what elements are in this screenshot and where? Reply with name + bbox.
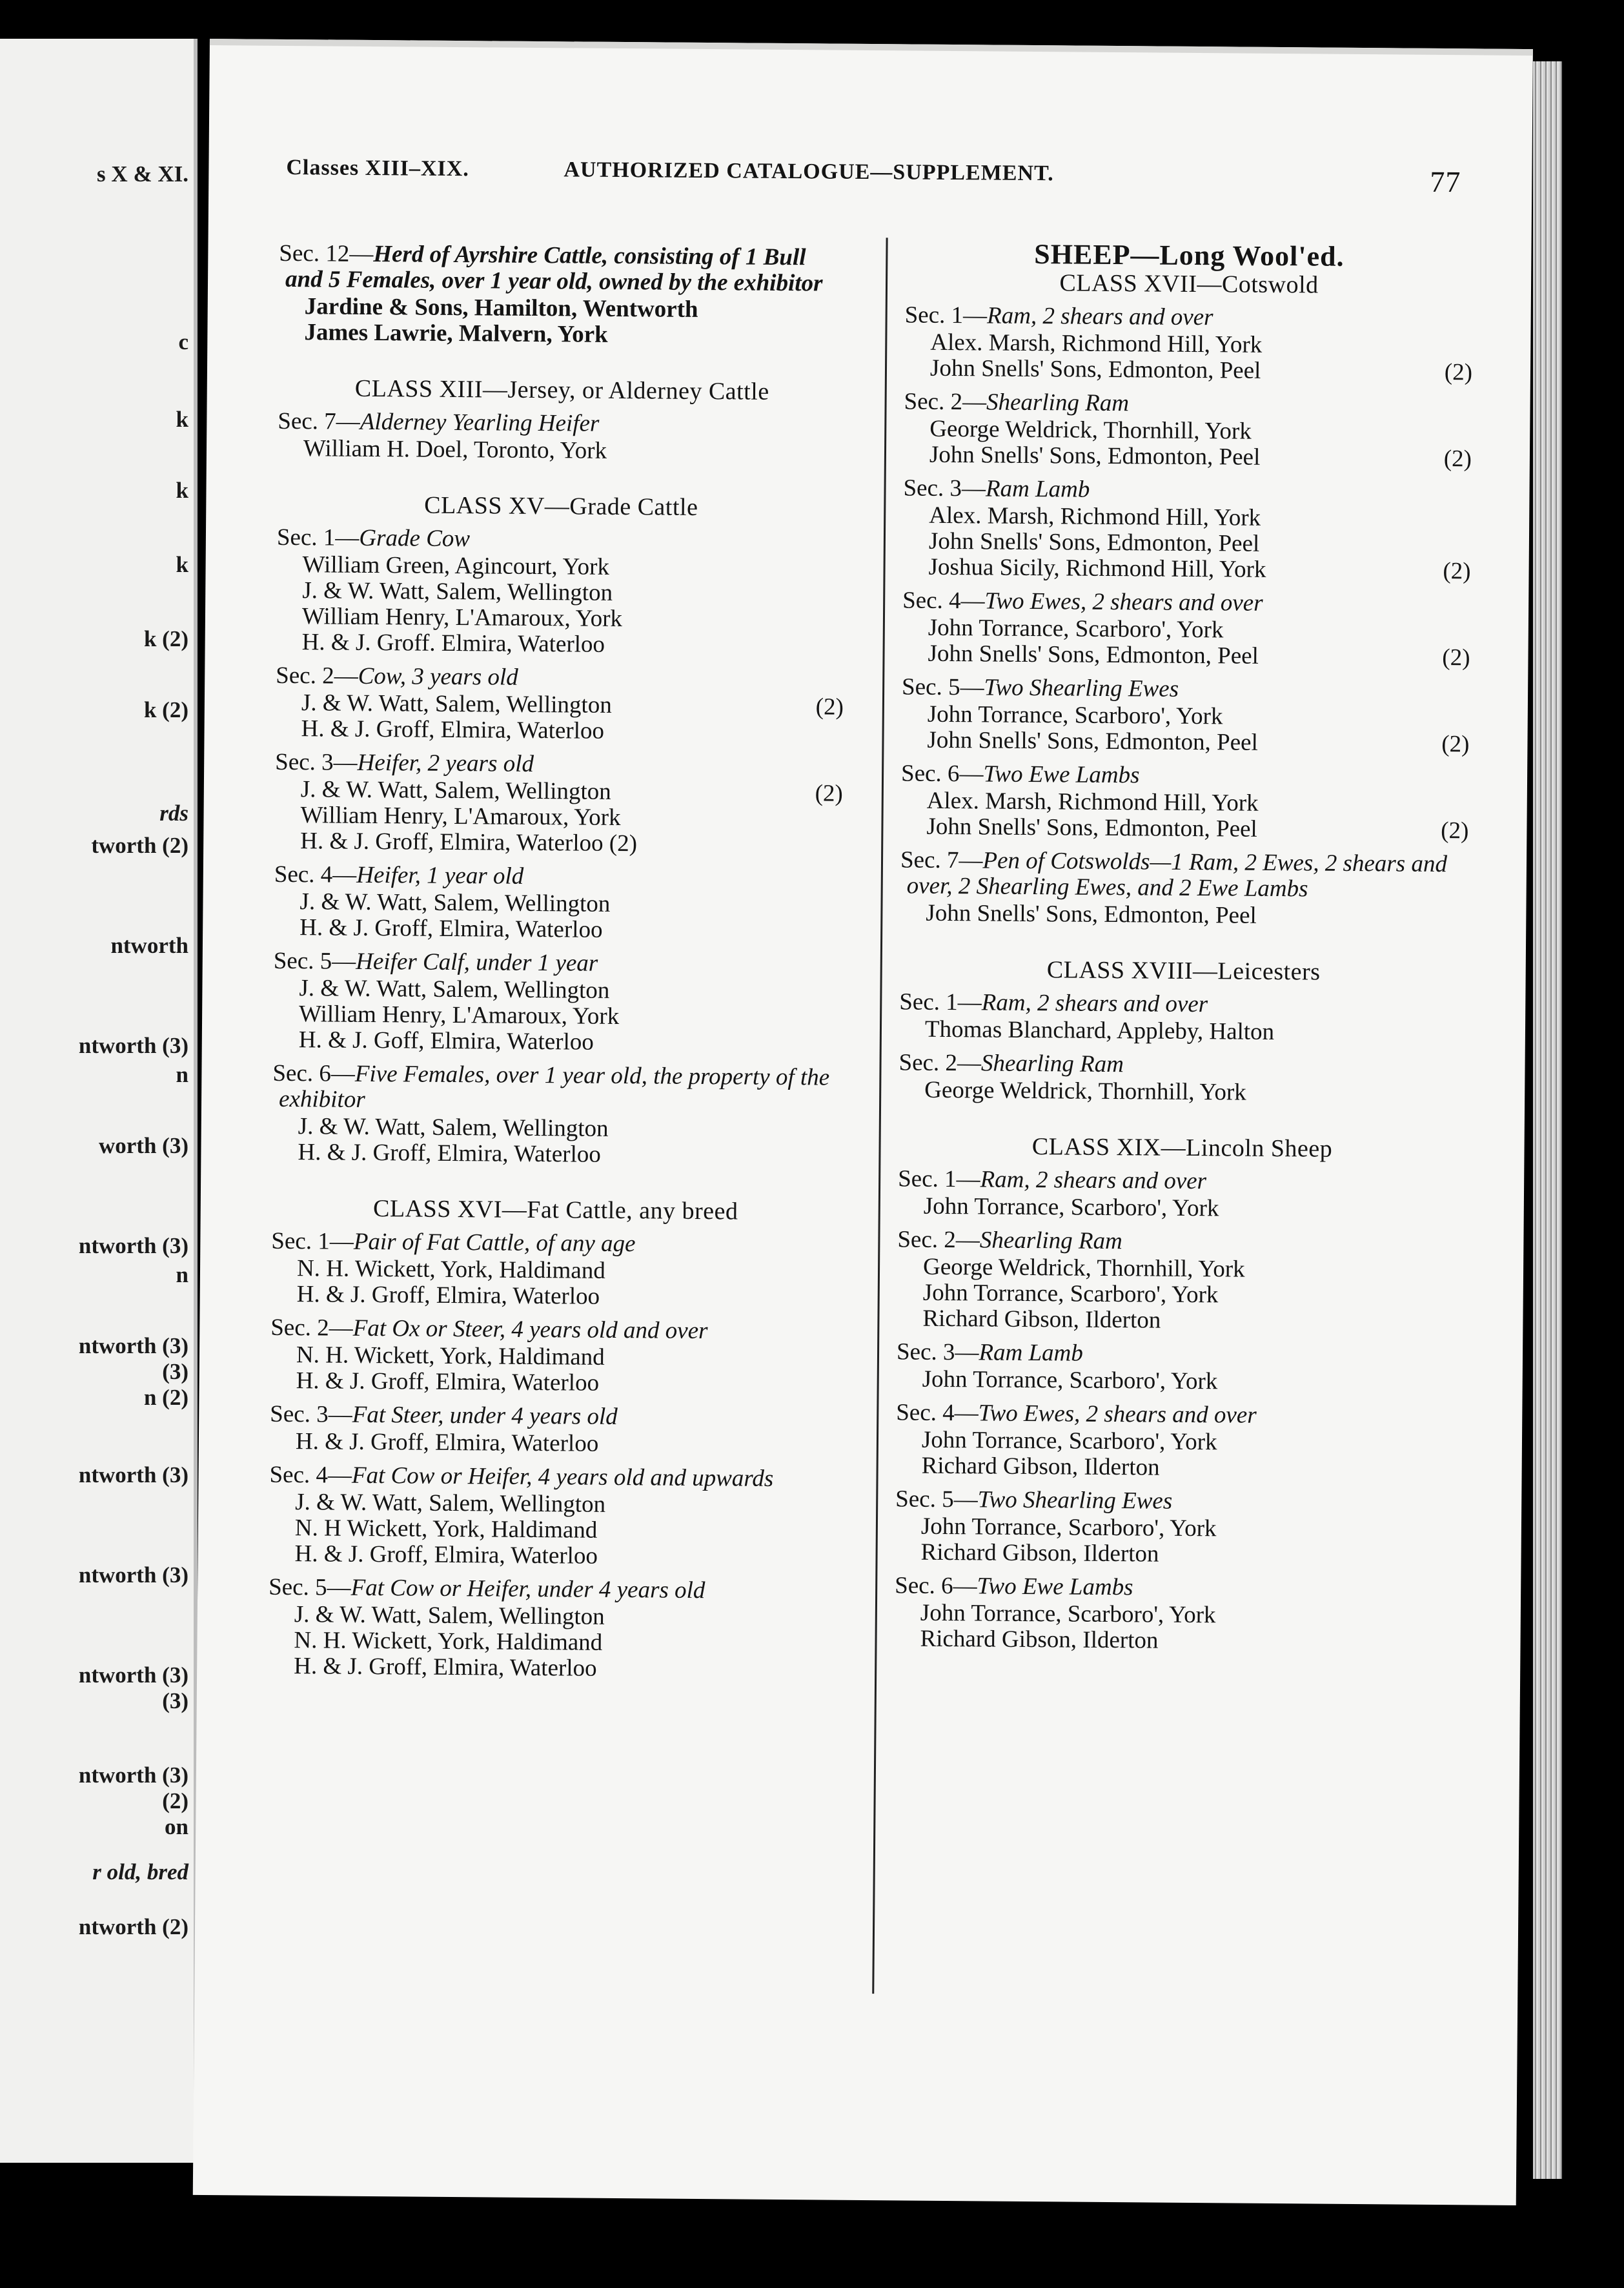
section-description: Ram Lamb (979, 1339, 1084, 1367)
page-top-edge (210, 39, 1533, 56)
section-number: Sec. 2— (276, 662, 358, 689)
section-number: Sec. 5— (901, 673, 984, 701)
exhibitor-name: N. H. Wickett, York, Haldimand (294, 1627, 603, 1656)
section-number: Sec. 1— (898, 1165, 980, 1193)
page-number: 77 (1430, 165, 1461, 199)
exhibitor-name: J. & W. Watt, Salem, Wellington (301, 689, 612, 719)
section-number: Sec. 1— (899, 988, 982, 1016)
section-description: Alderney Yearling Heifer (360, 408, 600, 437)
section-title (896, 1400, 1464, 1430)
section-description: Fat Ox or Steer, 4 years old and over (352, 1314, 708, 1345)
exhibitor-entry (895, 1539, 1463, 1569)
section-title (900, 847, 1469, 903)
section-description: Herd of Ayrshire Cattle, consisting of 1 Bull and 5 Females, over 1 year old, owned by the exhibitor (285, 241, 823, 297)
facing-page-text: n (176, 1262, 188, 1287)
facing-page-text: worth (3) (99, 1133, 188, 1158)
exhibitor-entry (269, 1541, 837, 1571)
exhibitor-entry (278, 320, 846, 350)
exhibitor-name: H. & J. Goff, Elmira, Waterloo (298, 1027, 594, 1056)
section-title (897, 1339, 1465, 1369)
facing-page-text: ntworth (110, 933, 188, 958)
entry-count: (2) (815, 693, 844, 720)
exhibitor-name: John Snells' Sons, Edmonton, Peel (929, 354, 1261, 384)
exhibitor-entry (274, 828, 842, 859)
facing-page-text: ntworth (3) (78, 1233, 188, 1258)
section-title (895, 1486, 1463, 1517)
exhibitor-name: John Snells' Sons, Edmonton, Peel (928, 640, 1259, 669)
exhibitor-entry (276, 629, 844, 660)
exhibitor-name: John Torrance, Scarboro', York (928, 614, 1224, 644)
section-title (901, 761, 1469, 791)
section-title (897, 1227, 1465, 1257)
section-title (274, 948, 842, 979)
facing-page-text: k (176, 407, 188, 432)
exhibitor-name: John Torrance, Scarboro', York (921, 1426, 1217, 1456)
exhibitor-name: J. & W. Watt, Salem, Wellington (302, 577, 613, 606)
exhibitor-entry (270, 1368, 838, 1398)
exhibitor-name: John Torrance, Scarboro', York (923, 1192, 1219, 1222)
exhibitor-name: H. & J. Groff, Elmira, Waterloo (294, 1540, 598, 1569)
section-number: Sec. 12— (279, 240, 374, 267)
exhibitor-name: William H. Doel, Toronto, York (303, 435, 607, 464)
section-number: Sec. 6— (272, 1059, 356, 1087)
facing-page-text: n (176, 1062, 188, 1087)
facing-page-text: tworth (2) (91, 833, 188, 858)
exhibitor-entry (904, 442, 1472, 472)
exhibitor-name: Richard Gibson, Ilderton (920, 1538, 1159, 1568)
section-description: Shearling Ram (986, 389, 1130, 417)
exhibitor-name: H. & J. Groff, Elmira, Waterloo (2) (300, 828, 638, 857)
facing-page-text: ntworth (3) (78, 1033, 188, 1058)
section-description: Pen of Cotswolds—1 Ram, 2 Ewes, 2 shears and over, 2 Shearling Ewes, and 2 Ewe Lambs (906, 847, 1448, 903)
exhibitor-name: John Snells' Sons, Edmonton, Peel (929, 441, 1261, 471)
exhibitor-entry (897, 1366, 1465, 1396)
exhibitor-name: William Henry, L'Amaroux, York (298, 1001, 620, 1030)
exhibitor-entry (897, 1305, 1465, 1336)
section-number: Sec. 4— (902, 587, 985, 615)
running-head (286, 155, 1461, 199)
exhibitor-name: James Lawrie, Malvern, York (304, 319, 608, 348)
exhibitor-name: J. & W. Watt, Salem, Wellington (294, 1601, 605, 1630)
exhibitor-name: William Henry, L'Amaroux, York (300, 802, 621, 832)
section-number: Sec. 1— (276, 524, 360, 551)
section-description: Shearling Ram (979, 1227, 1122, 1255)
exhibitor-name: John Snells' Sons, Edmonton, Peel (926, 813, 1257, 843)
section-description: Two Ewes, 2 shears and over (978, 1400, 1257, 1429)
class-heading: CLASS XIX—Lincoln Sheep (1031, 1133, 1333, 1163)
section-title (271, 1229, 839, 1259)
exhibitor-name: J. & W. Watt, Salem, Wellington (300, 776, 611, 805)
section-number: Sec. 3— (903, 475, 986, 502)
entry-count: (2) (1443, 445, 1472, 473)
exhibitor-name: Thomas Blanchard, Appleby, Halton (924, 1016, 1275, 1045)
exhibitor-name: John Torrance, Scarboro', York (920, 1599, 1216, 1629)
facing-page-fragment (0, 39, 198, 2163)
exhibitor-name: John Snells' Sons, Edmonton, Peel (926, 899, 1257, 929)
exhibitor-name: Richard Gibson, Ilderton (921, 1452, 1160, 1481)
section-description: Fat Cow or Heifer, 4 years old and upwards (351, 1462, 774, 1492)
exhibitor-name: H. & J. Groff, Elmira, Waterloo (298, 1139, 601, 1168)
section-number: Sec. 5— (269, 1573, 351, 1601)
exhibitor-entry (270, 1429, 838, 1459)
catalogue-page (193, 39, 1533, 2205)
class-heading: CLASS XVII—Cotswold (1059, 269, 1319, 299)
exhibitor-name: H. & J. Groff, Elmira, Waterloo (296, 1281, 600, 1310)
facing-page-text: r old, bred (92, 1859, 188, 1885)
section-number: Sec. 1— (904, 301, 988, 329)
exhibitor-name: Alex. Marsh, Richmond Hill, York (930, 329, 1263, 358)
exhibitor-name: John Torrance, Scarboro', York (922, 1279, 1219, 1309)
exhibitor-name: Joshua Sicily, Richmond Hill, York (928, 553, 1266, 583)
facing-page-text: k (2) (143, 626, 188, 651)
section-number: Sec. 4— (269, 1461, 352, 1489)
exhibitor-name: William Henry, L'Amaroux, York (301, 603, 623, 633)
section-description: Pair of Fat Cattle, of any age (353, 1228, 636, 1258)
facing-page-text: (2) (162, 1788, 188, 1813)
facing-page-text: on (165, 1814, 188, 1839)
section-description: Two Ewes, 2 shears and over (984, 587, 1263, 617)
facing-page-text: k (176, 478, 188, 503)
exhibitor-entry (271, 1282, 839, 1312)
exhibitor-name: George Weldrick, Thornhill, York (922, 1253, 1245, 1283)
section-description: Two Shearling Ewes (984, 674, 1179, 702)
exhibitor-name: H. & J. Groff, Elmira, Waterloo (301, 715, 605, 744)
exhibitor-entry (275, 716, 843, 746)
section-number: Sec. 3— (896, 1338, 979, 1366)
section-number: Sec. 6— (900, 760, 984, 788)
entry-count: (2) (1441, 731, 1470, 758)
entry-count: (2) (1442, 644, 1470, 671)
section-title (269, 1462, 837, 1493)
exhibitor-name: H. & J. Groff. Elmira, Waterloo (301, 629, 605, 658)
section-description: Ram, 2 shears and over (980, 1166, 1207, 1195)
section-number: Sec. 1— (271, 1227, 354, 1255)
section-title (898, 1050, 1467, 1080)
section-title (905, 302, 1473, 332)
section-title (898, 1166, 1466, 1196)
section-title (274, 862, 842, 892)
section-heading: SHEEP—Long Wool'ed. (1034, 238, 1345, 272)
section-title (902, 587, 1470, 618)
section-number: Sec. 4— (274, 861, 357, 888)
exhibitor-entry (898, 1077, 1467, 1107)
column-divider (872, 238, 888, 1994)
exhibitor-name: Jardine & Sons, Hamilton, Wentworth (304, 293, 698, 323)
section-title (275, 750, 843, 780)
exhibitor-name: Alex. Marsh, Richmond Hill, York (929, 502, 1261, 531)
exhibitor-entry (898, 1193, 1466, 1223)
exhibitor-name: N. H. Wickett, York, Haldimand (296, 1342, 605, 1371)
running-head-title: AUTHORIZED CATALOGUE—SUPPLEMENT. (563, 158, 1054, 186)
facing-page-text: ntworth (3) (78, 1562, 188, 1588)
exhibitor-name: J. & W. Watt, Salem, Wellington (299, 975, 610, 1004)
exhibitor-entry (273, 1027, 841, 1057)
section-description: Two Ewe Lambs (977, 1573, 1133, 1601)
section-description: Fat Steer, under 4 years old (352, 1401, 618, 1431)
section-number: Sec. 2— (904, 388, 987, 416)
exhibitor-name: Richard Gibson, Ilderton (922, 1305, 1161, 1334)
section-number: Sec. 3— (275, 748, 358, 776)
exhibitor-name: H. & J. Groff, Elmira, Waterloo (299, 914, 603, 943)
section-title (895, 1573, 1463, 1603)
section-description: Ram Lamb (985, 475, 1090, 503)
facing-page-text: (3) (162, 1359, 188, 1384)
facing-page-text: ntworth (3) (78, 1462, 188, 1487)
section-description: Fat Cow or Heifer, under 4 years old (350, 1574, 705, 1604)
exhibitor-entry (902, 640, 1470, 671)
facing-page-text: ntworth (3) (78, 1333, 188, 1358)
section-title (269, 1575, 837, 1605)
section-description: Ram, 2 shears and over (986, 302, 1213, 331)
facing-page-text: c (178, 329, 188, 354)
exhibitor-entry (900, 813, 1468, 844)
facing-page-text: s X & XI. (97, 161, 188, 187)
exhibitor-entry (902, 554, 1470, 584)
exhibitor-name: John Snells' Sons, Edmonton, Peel (927, 726, 1259, 756)
section-number: Sec. 2— (897, 1226, 980, 1254)
exhibitor-name: H. & J. Groff, Elmira, Waterloo (294, 1653, 597, 1682)
section-title (270, 1315, 838, 1345)
exhibitor-entry (274, 915, 842, 945)
facing-page-text: k (176, 552, 188, 577)
facing-page-text: n (2) (143, 1385, 188, 1410)
section-description: Two Ewe Lambs (983, 761, 1140, 789)
section-number: Sec. 7— (900, 846, 983, 874)
class-heading: CLASS XV—Grade Cattle (424, 491, 698, 521)
entry-count: (2) (815, 780, 844, 807)
section-description: Heifer, 1 year old (356, 861, 524, 890)
exhibitor-name: John Torrance, Scarboro', York (927, 700, 1223, 730)
section-description: Five Females, over 1 year old, the property of the exhibitor (278, 1060, 830, 1113)
section-title (278, 409, 846, 439)
section-number: Sec. 2— (270, 1314, 353, 1342)
section-number: Sec. 5— (273, 947, 356, 975)
facing-page-text: rds (159, 801, 188, 826)
exhibitor-name: J. & W. Watt, Salem, Wellington (298, 1113, 609, 1142)
entry-count: (2) (1443, 558, 1471, 585)
section-number: Sec. 2— (898, 1049, 982, 1077)
exhibitor-entry (896, 1453, 1464, 1483)
section-description: Cow, 3 years old (358, 662, 518, 691)
exhibitor-name: Alex. Marsh, Richmond Hill, York (926, 787, 1259, 817)
section-title (277, 525, 845, 555)
section-title (270, 1402, 838, 1432)
facing-page-text: (3) (162, 1688, 188, 1713)
section-description: Shearling Ram (980, 1050, 1124, 1078)
exhibitor-name: John Snells' Sons, Edmonton, Peel (928, 527, 1260, 557)
entry-count: (2) (1441, 817, 1469, 844)
exhibitor-entry (900, 900, 1468, 930)
exhibitor-name: Richard Gibson, Ilderton (920, 1625, 1159, 1654)
facing-page-text: k (2) (143, 697, 188, 722)
class-heading: CLASS XVIII—Leicesters (1046, 956, 1321, 986)
exhibitor-name: George Weldrick, Thornhill, York (924, 1076, 1246, 1106)
section-title (899, 989, 1467, 1019)
exhibitor-name: N. H Wickett, York, Haldimand (294, 1515, 598, 1544)
section-number: Sec. 7— (278, 407, 360, 435)
exhibitor-entry (894, 1626, 1462, 1656)
exhibitor-name: John Torrance, Scarboro', York (922, 1365, 1218, 1395)
section-description: Heifer Calf, under 1 year (356, 948, 598, 977)
exhibitor-name: George Weldrick, Thornhill, York (929, 415, 1252, 445)
exhibitor-entry (904, 355, 1472, 385)
entry-count: (2) (1444, 359, 1473, 386)
exhibitor-entry (901, 727, 1469, 757)
section-description: Grade Cow (359, 524, 471, 553)
section-description: Two Shearling Ewes (977, 1486, 1173, 1515)
section-description: Heifer, 2 years old (357, 749, 534, 777)
page-edge (1533, 61, 1562, 2179)
section-description: Ram, 2 shears and over (981, 989, 1208, 1018)
exhibitor-name: J. & W. Watt, Salem, Wellington (295, 1489, 606, 1518)
class-heading: CLASS XIII—Jersey, or Alderney Cattle (354, 374, 769, 405)
section-number: Sec. 3— (270, 1400, 352, 1428)
exhibitor-entry (278, 436, 846, 466)
section-title (272, 1061, 841, 1117)
facing-page-text: ntworth (2) (78, 1914, 188, 1939)
exhibitor-name: H. & J. Groff, Elmira, Waterloo (295, 1428, 599, 1457)
exhibitor-name: John Torrance, Scarboro', York (920, 1513, 1217, 1542)
section-number: Sec. 6— (895, 1572, 977, 1600)
facing-page-text: ntworth (3) (78, 1762, 188, 1788)
exhibitor-entry (272, 1139, 840, 1170)
exhibitor-name: J. & W. Watt, Salem, Wellington (299, 888, 611, 917)
section-number: Sec. 5— (895, 1486, 978, 1513)
exhibitor-name: N. H. Wickett, York, Haldimand (296, 1255, 605, 1284)
running-head-classes: Classes XIII–XIX. (286, 155, 469, 181)
exhibitor-name: H. & J. Groff, Elmira, Waterloo (296, 1367, 600, 1396)
section-number: Sec. 4— (896, 1399, 979, 1427)
left-column (268, 233, 848, 1684)
class-heading: CLASS XVI—Fat Cattle, any breed (372, 1195, 738, 1225)
section-title (902, 674, 1470, 704)
exhibitor-name: William Green, Agincourt, York (302, 551, 610, 580)
section-title (903, 475, 1471, 506)
exhibitor-entry (899, 1016, 1467, 1047)
exhibitor-entry (268, 1653, 836, 1684)
section-title (904, 389, 1472, 419)
right-column (894, 238, 1473, 1656)
facing-page-text: ntworth (3) (78, 1662, 188, 1688)
section-title (279, 241, 848, 297)
section-title (276, 663, 844, 693)
